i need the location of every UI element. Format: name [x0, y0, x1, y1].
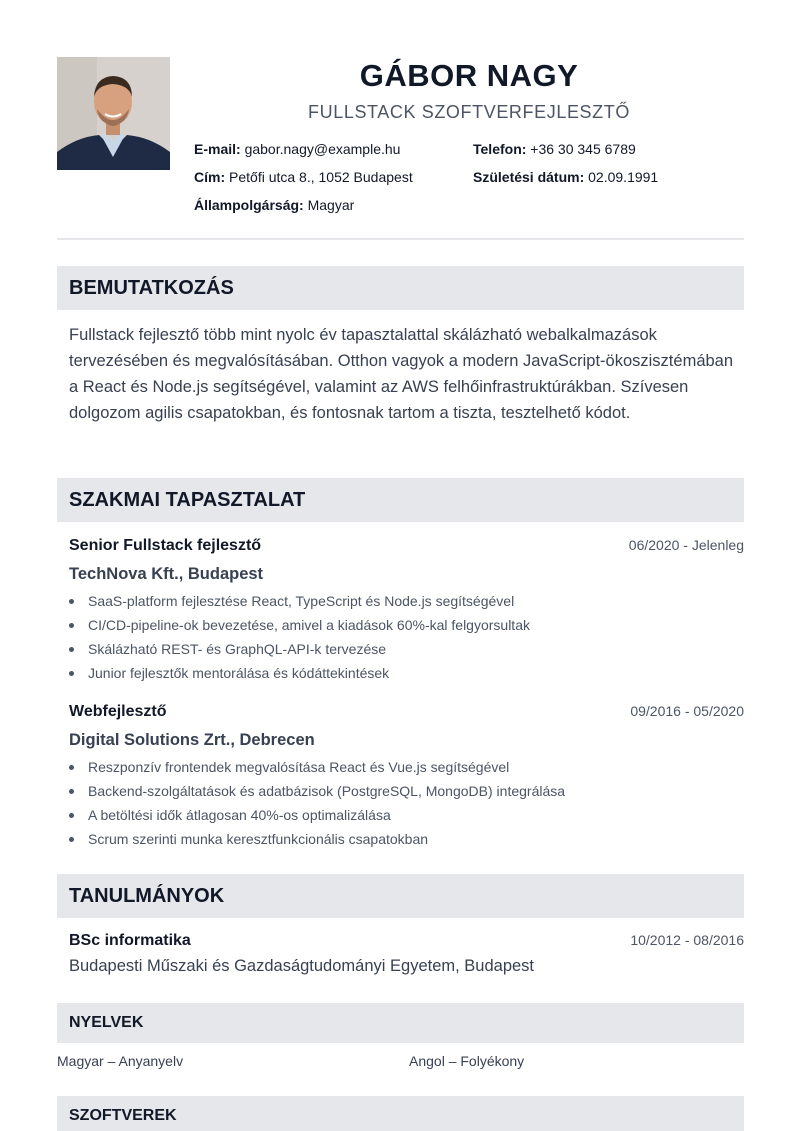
job-role: Webfejlesztő — [69, 703, 167, 720]
header-divider — [57, 238, 744, 240]
bullet-item: SaaS-platform fejlesztése React, TypeScript és Node.js segítségével — [69, 589, 530, 613]
birthdate-value: 02.09.1991 — [588, 169, 659, 185]
job-date: 06/2020 - Jelenleg — [628, 537, 744, 553]
education-school: Budapesti Műszaki és Gazdaságtudományi Egyetem, Budapest — [69, 957, 535, 975]
job-title: FULLSTACK SZOFTVERFEJLESZTŐ — [308, 102, 630, 122]
contact-address — [194, 169, 413, 185]
job-company: TechNova Kft., Budapest — [69, 565, 264, 583]
contact-citizenship — [194, 197, 354, 213]
section-heading-education: TANULMÁNYOK — [57, 874, 744, 918]
education-degree: BSc informatika — [69, 932, 191, 949]
citizenship-value: Magyar — [307, 197, 355, 213]
contact-phone — [473, 141, 636, 157]
phone-value: +36 30 345 6789 — [530, 141, 636, 157]
bullet-item: Backend-szolgáltatások és adatbázisok (PostgreSQL, MongoDB) integrálása — [69, 779, 565, 803]
job-bullets — [69, 755, 565, 851]
email-value: gabor.nagy@example.hu — [244, 141, 401, 157]
section-heading-experience: SZAKMAI TAPASZTALAT — [57, 478, 744, 522]
bullet-item: Reszponzív frontendek megvalósítása React és Vue.js segítségével — [69, 755, 565, 779]
job-company: Digital Solutions Zrt., Debrecen — [69, 731, 315, 749]
bullet-item: A betöltési idők átlagosan 40%-os optimalizálása — [69, 803, 565, 827]
language-item: Magyar – Anyanyelv — [57, 1053, 184, 1069]
contact-email — [194, 141, 400, 157]
job-bullets — [69, 589, 530, 685]
bullet-item: Junior fejlesztők mentorálása és kódáttekintések — [69, 661, 530, 685]
bullet-item: Skálázható REST- és GraphQL-API-k tervezése — [69, 637, 530, 661]
full-name: GÁBOR NAGY — [359, 58, 579, 93]
intro-text: Fullstack fejlesztő több mint nyolc év tapasztalattal skálázható webalkalmazások tervezésében és megvalósításában. Otthon vagyok a modern JavaScript-ökoszisztémában a React és Node.js segítségével, valamint az AWS felhőinfrastruktúrákban. Szívesen dolgozom agilis csapatokban, és fontosnak tartom a tiszta, tesztelhető kódot. — [69, 326, 734, 422]
section-heading-software: SZOFTVEREK — [57, 1096, 744, 1131]
bullet-item: CI/CD-pipeline-ok bevezetése, amivel a kiadások 60%-kal felgyorsultak — [69, 613, 530, 637]
citizenship-label: Állampolgárság: — [194, 197, 304, 213]
language-item: Angol – Folyékony — [409, 1053, 525, 1069]
section-heading-languages: NYELVEK — [57, 1003, 744, 1043]
section-heading-intro: BEMUTATKOZÁS — [57, 266, 744, 310]
profile-photo — [57, 57, 170, 170]
contact-birthdate — [473, 169, 658, 185]
address-label: Cím: — [194, 169, 226, 185]
email-label: E-mail: — [194, 141, 241, 157]
job-role: Senior Fullstack fejlesztő — [69, 537, 262, 554]
address-value: Petőfi utca 8., 1052 Budapest — [229, 169, 413, 185]
education-date: 10/2012 - 08/2016 — [630, 932, 744, 948]
phone-label: Telefon: — [473, 141, 527, 157]
job-date: 09/2016 - 05/2020 — [630, 703, 744, 719]
bullet-item: Scrum szerinti munka keresztfunkcionális csapatokban — [69, 827, 565, 851]
birthdate-label: Születési dátum: — [473, 169, 585, 185]
